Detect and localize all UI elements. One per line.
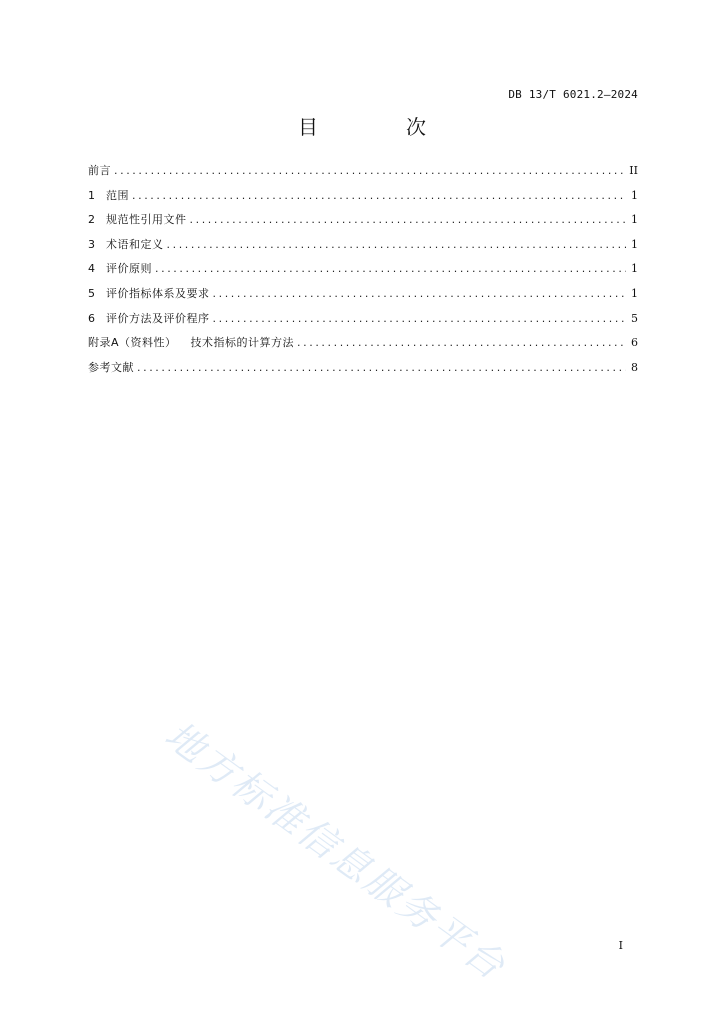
toc-entry-foreword[interactable] — [88, 162, 638, 187]
toc-entry-label: 评价原则 — [106, 262, 152, 276]
toc-entry-label: 术语和定义 — [106, 237, 164, 251]
appendix-designation: 附录A（资料性） — [88, 336, 177, 350]
toc-entry-page: 1 — [631, 286, 638, 300]
toc-entry-indicator-system[interactable] — [88, 285, 638, 310]
toc-entry-page: II — [629, 164, 638, 177]
toc-leader-dots — [114, 164, 625, 177]
toc-entry-page: 8 — [631, 360, 638, 374]
watermark: 地方标准信息服务平台 — [157, 712, 515, 990]
toc-entry-page: 1 — [631, 213, 638, 227]
toc-entry-number: 5 — [88, 286, 95, 300]
toc-entry-label: 规范性引用文件 — [106, 213, 187, 227]
toc-entry-page: 6 — [631, 336, 638, 350]
toc-entry-terms[interactable] — [88, 236, 638, 261]
toc-entry-page: 1 — [631, 188, 638, 202]
toc-entry-label: 范围 — [106, 188, 129, 202]
toc-entry-methods[interactable] — [88, 310, 638, 335]
toc-entry-appendix-a[interactable] — [88, 334, 638, 359]
toc-entry-number: 2 — [88, 213, 95, 227]
toc-entry-number: 1 — [88, 188, 95, 202]
toc-entry-page: 1 — [631, 262, 638, 276]
toc-leader-dots — [190, 213, 627, 226]
toc-leader-dots — [213, 312, 627, 325]
toc-entry-label: 参考文献 — [88, 360, 134, 374]
toc-entry-scope[interactable] — [88, 187, 638, 212]
toc-leader-dots — [213, 287, 627, 300]
toc-entry-number: 3 — [88, 237, 95, 251]
page-number: I — [618, 939, 623, 952]
toc-entry-principles[interactable] — [88, 260, 638, 285]
toc-leader-dots — [155, 262, 626, 275]
standard-code: DB 13/T 6021.2—2024 — [508, 88, 638, 101]
toc-leader-dots — [297, 336, 626, 349]
toc-entry-page: 1 — [631, 237, 638, 251]
toc-leader-dots — [137, 361, 626, 374]
toc-entry-label: 评价指标体系及要求 — [106, 286, 210, 300]
toc-entry-number: 6 — [88, 311, 95, 325]
toc-entry-bibliography[interactable] — [88, 359, 638, 384]
toc-entry-normative-references[interactable] — [88, 211, 638, 236]
toc-entry-label: 前言 — [88, 164, 111, 177]
toc-leader-dots — [167, 238, 627, 251]
toc-entry-label — [88, 334, 294, 350]
toc-entry-label: 评价方法及评价程序 — [106, 311, 210, 325]
toc-title: 目 次 — [298, 115, 460, 139]
appendix-title: 技术指标的计算方法 — [190, 336, 295, 350]
toc-leader-dots — [132, 189, 626, 202]
toc-entry-page: 5 — [631, 311, 638, 325]
table-of-contents — [88, 162, 638, 383]
toc-entry-number: 4 — [88, 262, 95, 276]
